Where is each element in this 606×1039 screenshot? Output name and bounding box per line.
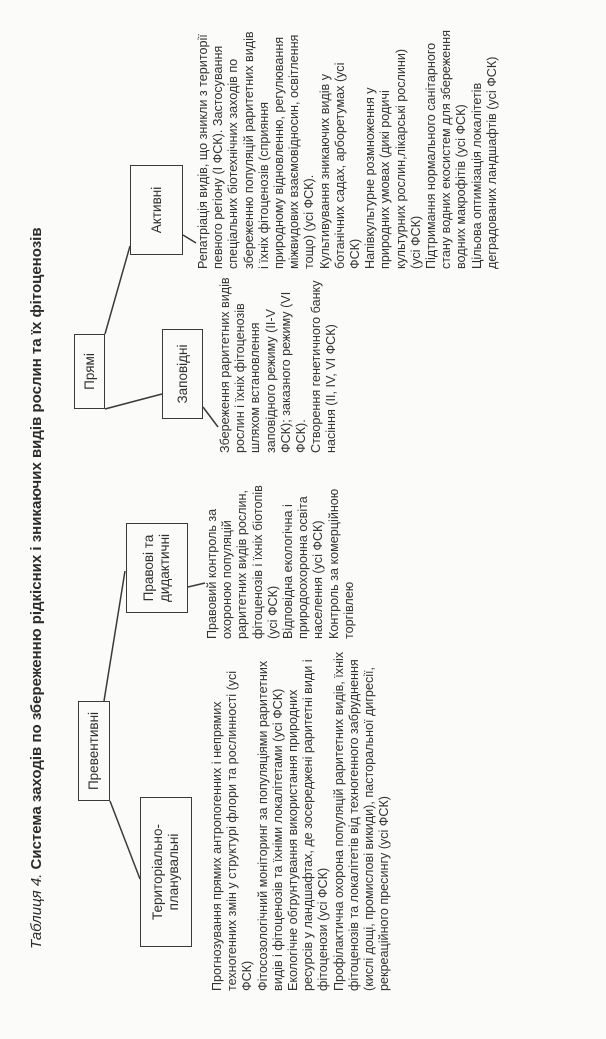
legal-measures bbox=[205, 469, 357, 639]
preventive-label: Превентивні bbox=[86, 711, 101, 791]
reserve-measures bbox=[218, 273, 340, 453]
territorial-measure: Фітосозологічний моніторинг за популяціями раритетних видів і фітоценозів та їхніми локалітетами (усі ФСК) bbox=[255, 660, 285, 991]
territorial-measures bbox=[210, 639, 392, 991]
legal-measure: Відповідна екологічна і природоохоронна освіта населення (усі ФСК) bbox=[281, 496, 326, 639]
connector-preventive-legal bbox=[104, 571, 125, 701]
legal-label: Правові та дидактичні bbox=[141, 533, 172, 603]
reserve-box bbox=[162, 329, 203, 419]
active-measure: Репатріація видів, що зникли з території певного регіону (I ФСК). Застосування спеціальних біотехнічних заходів по збереженню популяцій раритетних видів і їхніх фітоценозів (сприяння природному відновленню, регулювання міжвидових взаємовідносин, освітлення тощо) (усі ФСК). bbox=[196, 31, 317, 269]
direct-box bbox=[74, 334, 105, 409]
territorial-measure: Прогнозування прямих антропогенних і непрямих техногенних змін у структурі флори та рослинності (усі ФСК) bbox=[210, 670, 255, 991]
territorial-box bbox=[140, 797, 192, 947]
connector-direct-reserve bbox=[105, 394, 162, 409]
active-box bbox=[130, 165, 183, 255]
active-measure: Культивування зникаючих видів у ботанічних садах, арборетумах (усі ФСК) bbox=[317, 62, 363, 269]
reserve-measure: Збереження раритетних видів рослин і їхніх фітоценозів шляхом встановлення заповідного режиму (II-V ФСК); заказного режиму (VI ФСК). bbox=[218, 277, 309, 453]
table-title-text: Система заходів по збереженню рідкісних і зникаючих видів рослин та їх фітоценозів bbox=[28, 227, 45, 870]
active-measure: Підтримання нормального санітарного стану водних екосистем для збереження водних макрофітів (усі ФСК) bbox=[424, 30, 469, 269]
preventive-box bbox=[78, 701, 110, 801]
connector-legal-column bbox=[188, 583, 205, 587]
territorial-measure: Екологічне обгрунтування використання природних ресурсів у ландшафтах, де зосереджені раритетні види і фітоценози (усі ФСК) bbox=[286, 659, 331, 991]
active-measure: Цільова оптимізація локалітетів деградованих ландшафтів (усі ФСК) bbox=[469, 56, 499, 269]
reserve-label: Заповідні bbox=[174, 344, 190, 404]
active-label: Активні bbox=[148, 186, 164, 234]
connector-preventive-territorial bbox=[110, 801, 140, 879]
connector-direct-active bbox=[105, 246, 130, 334]
legal-measure: Контроль за комерційною торгівлею bbox=[326, 488, 356, 639]
reserve-measure: Створення генетичного банку насіння (II, IV, VI ФСК) bbox=[309, 280, 339, 453]
active-measures bbox=[196, 29, 500, 269]
table-caption: Таблиця 4. bbox=[28, 873, 45, 949]
legal-measure: Правовий контроль за охороною популяцій раритетних видів рослин, фітоценозів і їхніх біотопів (усі ФСК) bbox=[205, 485, 280, 639]
territorial-measure: Профілактична охорона популяцій раритетних видів, їхніх фітоценозів та локалітетів від техногенного забруднення (кислі дощі, промислові викиди), пасторальної дигресії, рекреаційного пресингу (усі ФСК) bbox=[331, 651, 392, 991]
direct-label: Прямі bbox=[81, 353, 97, 390]
legal-box bbox=[126, 523, 188, 613]
connector-active-column bbox=[183, 235, 196, 243]
territorial-label: Територіально-планувальні bbox=[150, 824, 181, 920]
active-measure: Напівкультурне розмноження у природних умовах (дикі родичі культурних рослин,лікарські рослини) (усі ФСК) bbox=[363, 48, 423, 269]
connector-reserve-column bbox=[203, 407, 218, 427]
